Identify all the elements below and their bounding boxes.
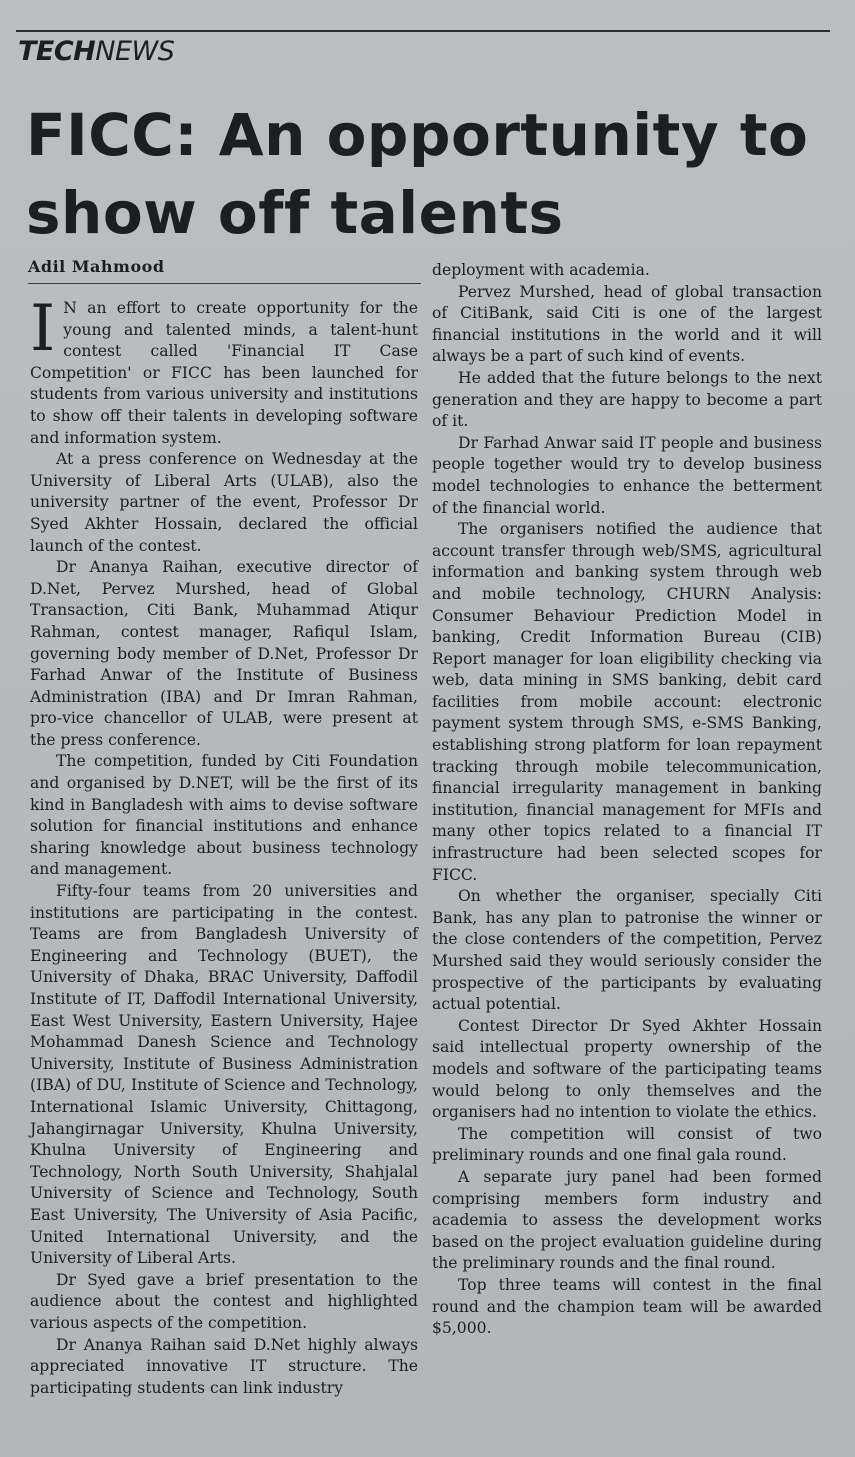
paragraph: Pervez Murshed, head of global transaction of CitiBank, said Citi is one of the largest financial institutions in the world and it will always be a part of such kind of events. [432, 282, 822, 366]
paragraph: The organisers notified the audience that account transfer through web/SMS, agricultural information and banking system through web and mobile technology, CHURN Analysis: Consumer Behaviour Prediction Model in banking, Credit Information Bureau (CIB) Report manager for loan eligibility checking via web, data mining in SMS banking, debit card facilities from mobile account: electronic payment system through SMS, e-SMS Banking, establishing strong platform for loan repayment tracking through mobile telecommunication, financial irregularity management in banking institution, financial management for MFIs and many other topics related to a financial IT infrastructure had been selected scopes for FICC. [432, 520, 822, 884]
paragraph: The competition will consist of two preliminary rounds and one final gala round. [432, 1124, 822, 1165]
section-kicker-news: NEWS [95, 36, 175, 67]
byline-rule [28, 283, 421, 284]
paragraph: Dr Syed gave a brief presentation to the audience about the contest and highlighted various aspects of the competition. [30, 1270, 418, 1332]
drop-cap: I [30, 292, 56, 366]
paragraph: Top three teams will contest in the final round and the champion team will be awarded $5,000. [432, 1275, 822, 1338]
paragraph: Dr Farhad Anwar said IT people and business people together would try to develop business model technologies to enhance the betterment of the financial world. [432, 433, 822, 517]
article-column-2 [432, 260, 822, 1340]
article-column-1 [30, 292, 418, 1399]
headline: FICC: An opportunity to show off talents [26, 101, 809, 247]
paragraph: Dr Ananya Raihan said D.Net highly always appreciated innovative IT structure. The participating students can link industry [30, 1335, 418, 1397]
paragraph: On whether the organiser, specially Citi Bank, has any plan to patronise the winner or the close contenders of the competition, Pervez Murshed said they would seriously consider the prospective of the participants by evaluating actual potential. [432, 887, 822, 1014]
top-rule [16, 30, 830, 32]
section-kicker-tech: TECH [18, 36, 96, 67]
paragraph: A separate jury panel had been formed comprising members form industry and academia to assess the development works based on the project evaluation guideline during the preliminary rounds and the final round. [432, 1167, 822, 1273]
paragraph: I N an effort to create opportunity for the young and talented minds, a talent-hunt contest called 'Financial IT Case Competition' or FICC has been launched for students from various university and institutions to show off their talents in developing software and information system. [30, 292, 418, 447]
section-kicker [18, 36, 174, 67]
paragraph: Dr Ananya Raihan, executive director of D.Net, Pervez Murshed, head of Global Transaction, Citi Bank, Muhammad Atiqur Rahman, contest manager, Rafiqul Islam, governing body member of D.Net, Professor Dr Farhad Anwar of the Institute of Business Administration (IBA) and Dr Imran Rahman, pro-vice chancellor of ULAB, were present at the press conference. [30, 558, 418, 749]
byline: Adil Mahmood [28, 257, 165, 276]
paragraph: The competition, funded by Citi Foundation and organised by D.NET, will be the first of its kind in Bangladesh with aims to devise software solution for financial institutions and enhance sharing knowledge about business technology and management. [30, 752, 418, 879]
paragraph: Contest Director Dr Syed Akhter Hossain said intellectual property ownership of the models and software of the participating teams would belong to only themselves and the organisers had no intention to violate the ethics. [432, 1016, 822, 1122]
paragraph: At a press conference on Wednesday at the University of Liberal Arts (ULAB), also the university partner of the event, Professor Dr Syed Akhter Hossain, declared the official launch of the contest. [30, 450, 418, 555]
paragraph: He added that the future belongs to the next generation and they are happy to become a part of it. [432, 368, 822, 431]
paragraph: Fifty-four teams from 20 universities and institutions are participating in the contest. Teams are from Bangladesh University of Engineering and Technology (BUET), the University of Dhaka, BRAC University, Daffodil Institute of IT, Daffodil International University, East West University, Eastern University, Hajee Mohammad Danesh Science and Technology University, Institute of Business Administration (IBA) of DU, Institute of Science and Technology, International Islamic University, Chittagong, Jahangirnagar University, Khulna University, Khulna University of Engineering and Technology, North South University, Shahjalal University of Science and Technology, South East University, The University of Asia Pacific, United International University, and the University of Liberal Arts. [30, 882, 418, 1268]
paragraph: deployment with academia. [432, 261, 650, 279]
